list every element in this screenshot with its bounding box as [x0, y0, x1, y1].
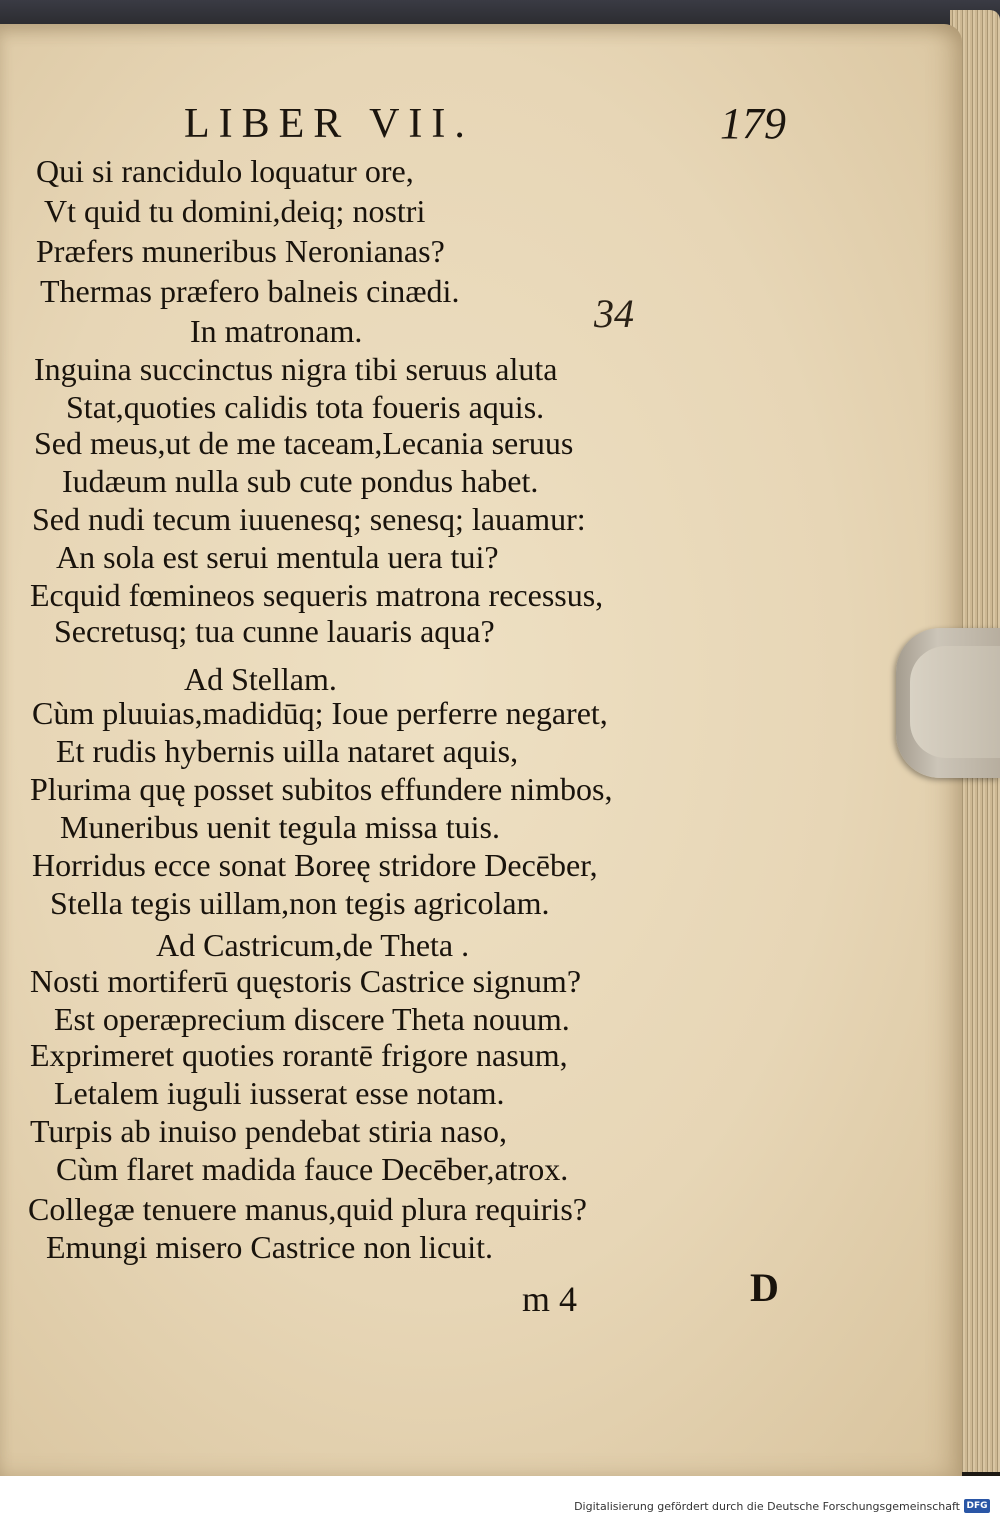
- section-heading: Ad Castricum,de Theta .: [156, 927, 470, 963]
- footer-credit: Digitalisierung gefördert durch die Deutsche Forschungsgemeinschaft: [574, 1500, 960, 1513]
- text-line: Turpis ab inuiso pendebat stiria naso,: [30, 1113, 507, 1149]
- text-line: Cùm flaret madida fauce Decēber,atrox.: [56, 1151, 569, 1187]
- marginal-note: 34: [594, 291, 634, 336]
- text-line: Ecquid fœmineos sequeris matrona recessus,: [30, 577, 604, 613]
- signature-mark: m 4: [522, 1279, 578, 1319]
- text-line: Et rudis hybernis uilla nataret aquis,: [56, 733, 519, 769]
- text-line: Collegæ tenuere manus,quid plura requiris?: [28, 1191, 587, 1227]
- text-line: Exprimeret quoties rorantē frigore nasum,: [30, 1037, 568, 1073]
- text-line: Sed nudi tecum iuuenesq; senesq; lauamur:: [32, 501, 586, 537]
- section-heading: Ad Stellam.: [184, 661, 337, 697]
- text-line: Sed meus,ut de me taceam,Lecania seruus: [34, 425, 574, 461]
- text-line: Iudæum nulla sub cute pondus habet.: [62, 463, 539, 499]
- text-line: Thermas præfero balneis cinædi.: [40, 273, 460, 309]
- footer-bar: [0, 1476, 1000, 1522]
- text-line: Emungi misero Castrice non licuit.: [46, 1229, 494, 1265]
- text-line: Est operæprecium discere Theta nouum.: [54, 1001, 570, 1037]
- text-line: Secretusq; tua cunne lauaris aqua?: [54, 613, 495, 649]
- text-line: Plurima quę posset subitos effundere nimbos,: [30, 771, 613, 807]
- text-line: Inguina succinctus nigra tibi seruus aluta: [34, 351, 558, 387]
- text-line: Qui si rancidulo loquatur ore,: [36, 153, 414, 189]
- text-line: Stella tegis uillam,non tegis agricolam.: [50, 885, 550, 921]
- catchword: D: [750, 1265, 779, 1310]
- text-line: Horridus ecce sonat Boreę stridore Decēber,: [32, 847, 598, 883]
- dfg-logo-icon: DFG: [964, 1499, 990, 1513]
- running-title: LIBER VII.: [184, 101, 474, 147]
- text-line: Præfers muneribus Neronianas?: [36, 233, 445, 269]
- text-line: Muneribus uenit tegula missa tuis.: [60, 809, 500, 845]
- text-line: An sola est serui mentula uera tui?: [56, 539, 499, 575]
- text-line: Cùm pluuias,madidūq; Ioue perferre negaret,: [32, 695, 608, 731]
- text-line: Stat,quoties calidis tota foueris aquis.: [66, 389, 545, 425]
- page-number: 179: [720, 99, 786, 148]
- text-line: Vt quid tu domini,deiq; nostri: [44, 193, 426, 229]
- book-clasp-inner: [910, 646, 1000, 758]
- section-heading: In matronam.: [190, 313, 363, 349]
- text-line: Nosti mortiferū quęstoris Castrice signum?: [30, 963, 582, 999]
- text-line: Letalem iuguli iusserat esse notam.: [54, 1075, 505, 1111]
